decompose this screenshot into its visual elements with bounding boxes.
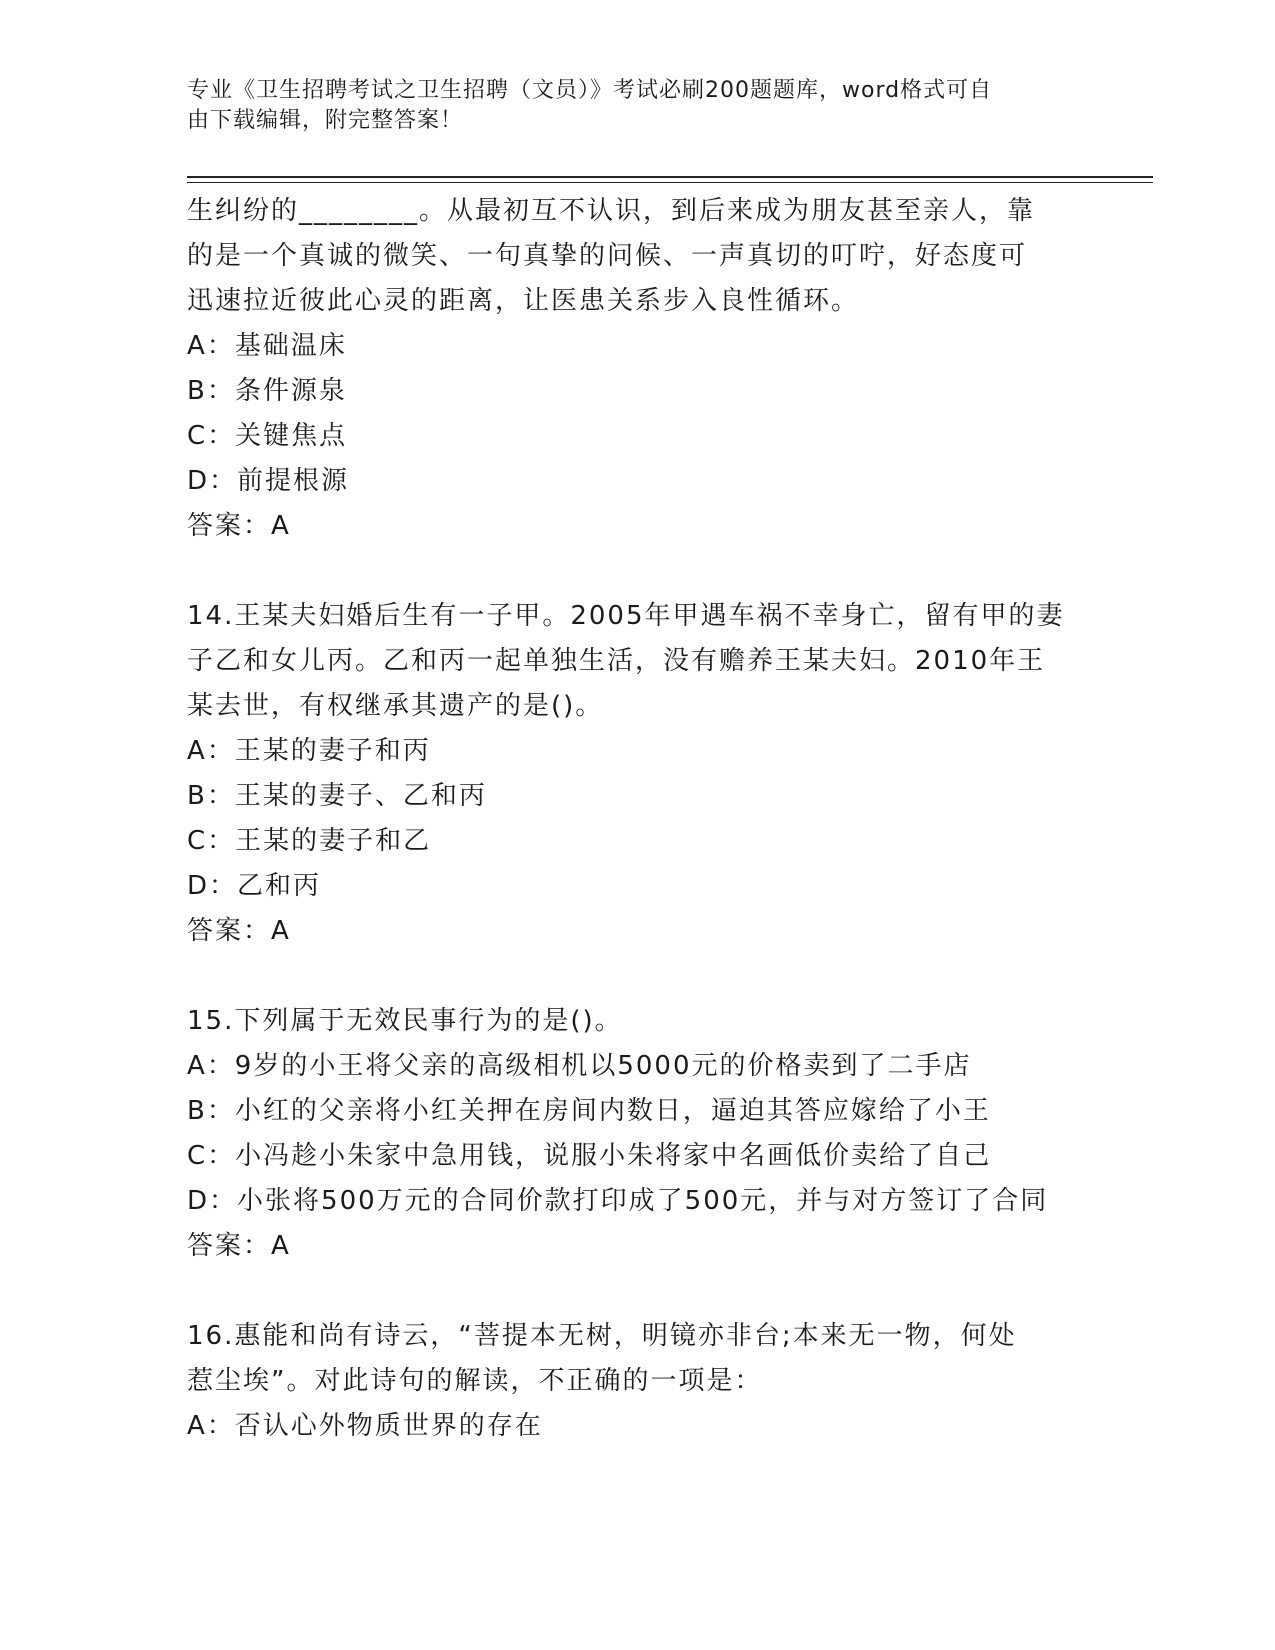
option-c: C：小冯趁小朱家中急用钱，说服小朱将家中名画低价卖给了自己 (187, 1141, 992, 1171)
answer-line: 答案：A (187, 511, 291, 541)
header-line-2: 由下载编辑，附完整答案！ (187, 108, 464, 133)
option-b: B：条件源泉 (187, 376, 347, 406)
option-d: D：小张将500万元的合同价款打印成了500元，并与对方签订了合同 (187, 1186, 1049, 1216)
question-stem-line: 15.下列属于无效民事行为的是()。 (187, 1006, 623, 1036)
header-line-1: 专业《卫生招聘考试之卫生招聘（文员）》考试必刷200题题库，word格式可自 (187, 78, 993, 103)
option-d: D：乙和丙 (187, 871, 322, 901)
header-divider (187, 176, 1153, 178)
question-stem-line: 14.王某夫妇婚后生有一子甲。2005年甲遇车祸不幸身亡，留有甲的妻 (187, 601, 1065, 631)
question-stem-line: 生纠纷的________。从最初互不认识，到后来成为朋友甚至亲人，靠 (187, 196, 1036, 226)
spacer (187, 1269, 1087, 1314)
question-13 (187, 189, 1087, 549)
question-14 (187, 594, 1087, 954)
option-b: B：王某的妻子、乙和丙 (187, 781, 487, 811)
question-stem-line: 某去世，有权继承其遗产的是()。 (187, 691, 604, 721)
option-a: A：否认心外物质世界的存在 (187, 1411, 543, 1441)
option-b: B：小红的父亲将小红关押在房间内数日，逼迫其答应嫁给了小王 (187, 1096, 991, 1126)
question-stem-line: 惹尘埃”。对此诗句的解读，不正确的一项是： (187, 1366, 763, 1396)
option-a: A：王某的妻子和丙 (187, 736, 431, 766)
option-c: C：王某的妻子和乙 (187, 826, 432, 856)
answer-line: 答案：A (187, 1231, 291, 1261)
question-stem-line: 的是一个真诚的微笑、一句真挚的问候、一声真切的叮咛，好态度可 (187, 241, 1028, 271)
answer-line: 答案：A (187, 916, 291, 946)
option-d: D：前提根源 (187, 466, 350, 496)
question-stem-line: 迅速拉近彼此心灵的距离，让医患关系步入良性循环。 (187, 286, 860, 316)
question-stem-line: 16.惠能和尚有诗云，“菩提本无树，明镜亦非台;本来无一物，何处 (187, 1321, 1017, 1351)
option-a: A：基础温床 (187, 331, 347, 361)
document-header (187, 76, 1067, 136)
header-divider-thin (187, 182, 1153, 183)
spacer (187, 549, 1087, 594)
question-15 (187, 999, 1087, 1269)
question-list (187, 189, 1087, 1449)
question-16 (187, 1314, 1087, 1449)
question-stem-line: 子乙和女儿丙。乙和丙一起单独生活，没有赡养王某夫妇。2010年王 (187, 646, 1046, 676)
option-c: C：关键焦点 (187, 421, 348, 451)
spacer (187, 954, 1087, 999)
option-a: A：9岁的小王将父亲的高级相机以5000元的价格卖到了二手店 (187, 1051, 972, 1081)
